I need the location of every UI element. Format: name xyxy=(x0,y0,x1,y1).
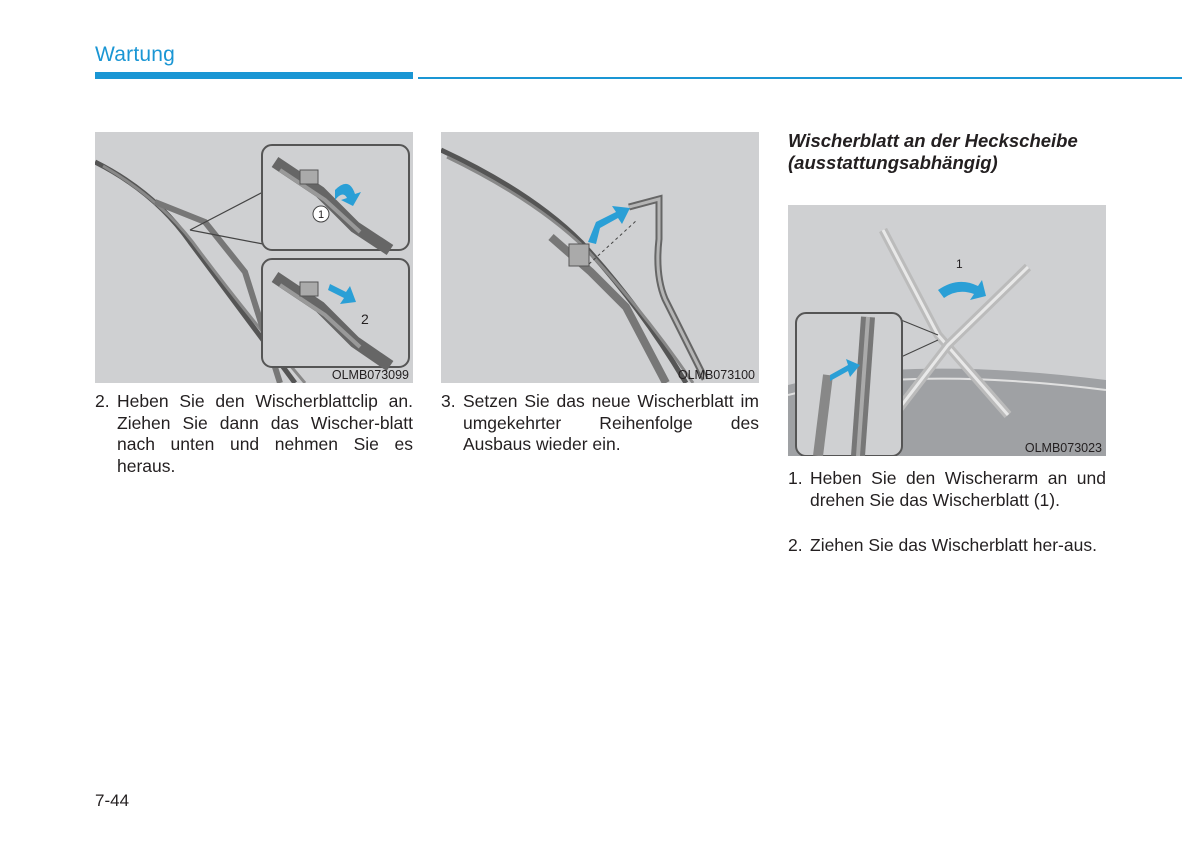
step-text: Setzen Sie das neue Wischerblatt im umgekehrter Reihenfolge des Ausbaus wieder ein. xyxy=(463,391,759,454)
page-number: 7-44 xyxy=(95,791,130,810)
step-number: 2. xyxy=(95,391,110,411)
rear-wiper-heading: Wischerblatt an der Heckscheibe (ausstattungsabhängig) xyxy=(788,130,1078,173)
figure-code: OLMB073023 xyxy=(1024,441,1102,455)
wiper-clip-illustration xyxy=(95,132,413,383)
figure-code: OLMB073099 xyxy=(331,368,409,382)
figure-wiper-blade-install xyxy=(441,132,759,383)
step-2 xyxy=(95,391,413,477)
figure-wiper-clip-removal xyxy=(95,132,413,383)
callout-1-label: 1 xyxy=(956,257,963,271)
section-title: Wartung xyxy=(95,43,175,66)
callout-2-label: 2 xyxy=(361,311,369,327)
header-rule-thin xyxy=(418,77,1182,79)
step-number: 3. xyxy=(441,391,456,411)
step-number: 1. xyxy=(788,468,803,488)
step-text: Ziehen Sie das Wischerblatt her-aus. xyxy=(810,535,1097,555)
step-number: 2. xyxy=(788,535,803,555)
callout-1-label: 1 xyxy=(317,209,325,221)
step-text: Heben Sie den Wischerarm an und drehen Sie das Wischerblatt (1). xyxy=(810,468,1106,510)
step-text: Heben Sie den Wischerblattclip an. Ziehen Sie dann das Wischer-blatt nach unten und nehmen Sie es heraus. xyxy=(117,391,413,476)
rear-step-2 xyxy=(788,535,1106,557)
rear-step-1 xyxy=(788,468,1106,511)
header-rule-thick xyxy=(95,72,413,79)
wiper-blade-illustration xyxy=(441,132,759,383)
rear-wiper-illustration xyxy=(788,205,1106,456)
figure-code: OLMB073100 xyxy=(677,368,755,382)
figure-rear-wiper-blade xyxy=(788,205,1106,456)
step-3 xyxy=(441,391,759,456)
